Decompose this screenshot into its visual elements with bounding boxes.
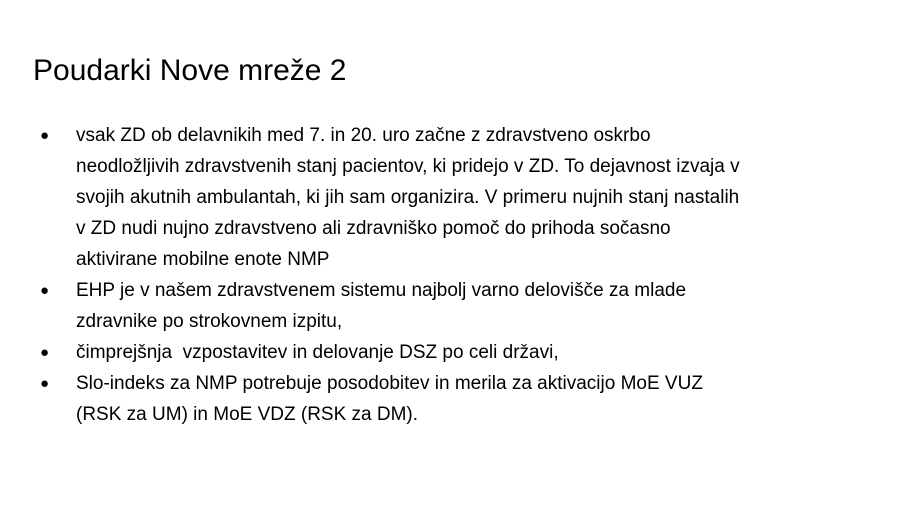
bullet-list [40, 120, 880, 430]
bullet-item [40, 368, 880, 430]
bullet-icon: ● [40, 344, 50, 361]
bullet-icon: ● [40, 375, 50, 392]
bullet-item [40, 120, 880, 275]
slide-title: Poudarki Nove mreže 2 [33, 54, 347, 87]
bullet-item [40, 337, 880, 368]
bullet-text-line: (RSK za UM) in MoE VDZ (RSK za DM). [76, 404, 419, 425]
bullet-icon: ● [40, 282, 50, 299]
bullet-item [40, 275, 880, 337]
bullet-icon: ● [40, 127, 50, 144]
bullet-text-line: svojih akutnih ambulantah, ki jih sam organizira. V primeru nujnih stanj nastalih [76, 187, 740, 208]
bullet-text-line: EHP je v našem zdravstvenem sistemu najbolj varno delovišče za mlade [76, 280, 687, 301]
bullet-text-line: Slo-indeks za NMP potrebuje posodobitev in merila za aktivacijo MoE VUZ [76, 373, 703, 394]
bullet-text-line: vsak ZD ob delavnikih med 7. in 20. uro začne z zdravstveno oskrbo [76, 125, 651, 146]
bullet-text-line: čimprejšnja vzpostavitev in delovanje DSZ po celi državi, [76, 342, 559, 363]
bullet-text-line: v ZD nudi nujno zdravstveno ali zdravniško pomoč do prihoda sočasno [76, 218, 671, 239]
bullet-text-line: neodložljivih zdravstvenih stanj pacientov, ki pridejo v ZD. To dejavnost izvaja v [76, 156, 740, 177]
bullet-text-line: aktivirane mobilne enote NMP [76, 249, 330, 270]
bullet-text-line: zdravnike po strokovnem izpitu, [76, 311, 343, 332]
